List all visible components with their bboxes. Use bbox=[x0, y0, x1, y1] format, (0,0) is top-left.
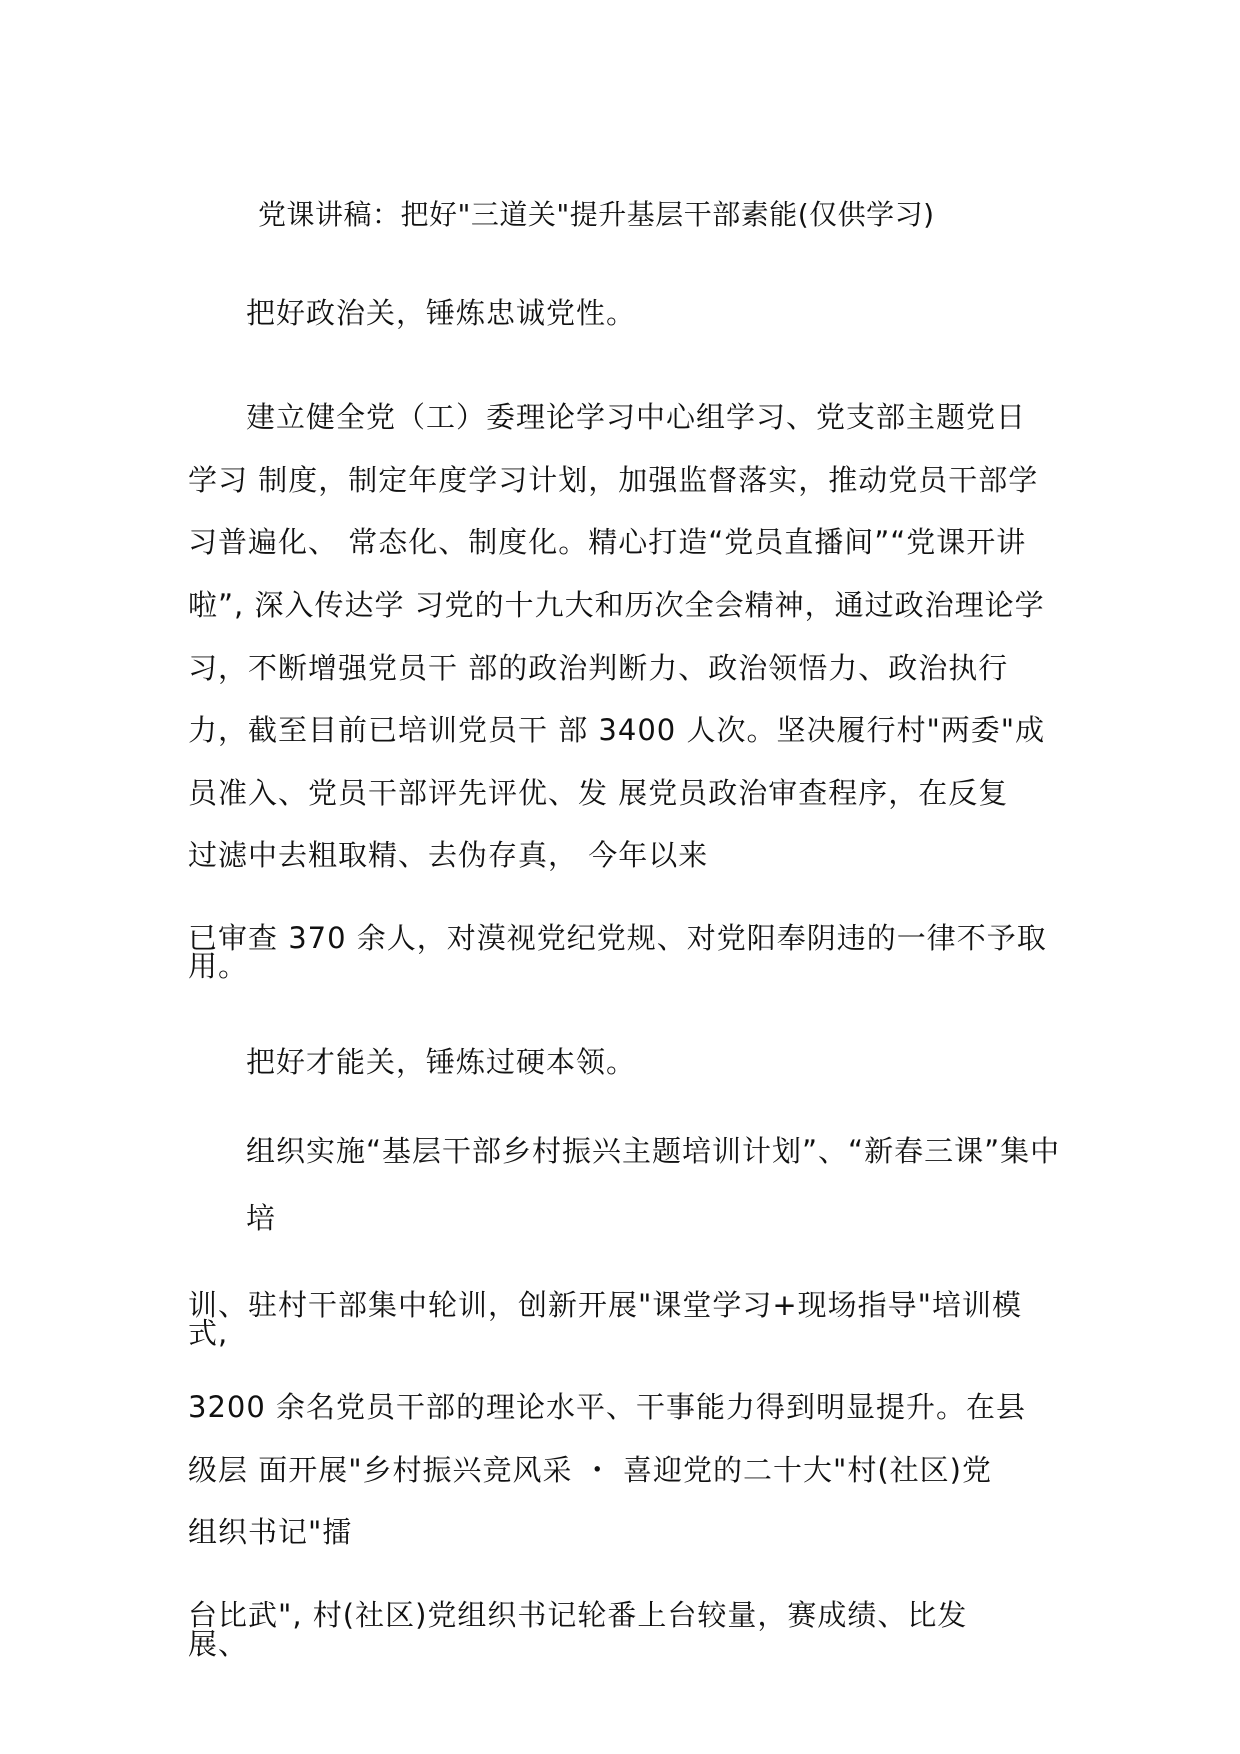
paragraph-line: 3200 余名党员干部的理论水平、干事能力得到明显提升。在县 bbox=[188, 1390, 1027, 1424]
paragraph-line: 式, bbox=[188, 1316, 229, 1350]
section-heading-political: 把好政治关，锤炼忠诚党性。 bbox=[246, 296, 637, 330]
paragraph-line: 已审查 370 余人，对漠视党纪党规、对党阳奉阴违的一律不予取 bbox=[188, 921, 1047, 955]
paragraph-line: 级层 面开展"乡村振兴竞风采 ・ 喜迎党的二十大"村(社区)党 bbox=[188, 1453, 992, 1487]
paragraph-line: 力，截至目前已培训党员干 部 3400 人次。坚决履行村"两委"成 bbox=[188, 713, 1046, 747]
paragraph-line: 展、 bbox=[188, 1627, 249, 1661]
paragraph-line: 建立健全党（工）委理论学习中心组学习、党支部主题党日 bbox=[246, 400, 1027, 434]
section-heading-ability: 把好才能关，锤炼过硬本领。 bbox=[246, 1045, 637, 1079]
paragraph-line: 啦”, 深入传达学 习党的十九大和历次全会精神，通过政治理论学 bbox=[188, 588, 1045, 622]
paragraph-line: 训、驻村干部集中轮训，创新开展"课堂学习+现场指导"培训模 bbox=[188, 1288, 1022, 1322]
paragraph-line: 过滤中去粗取精、去伪存真， 今年以来 bbox=[188, 838, 709, 872]
paragraph-line: 台比武", 村(社区)党组织书记轮番上台较量，赛成绩、比发 bbox=[188, 1598, 968, 1632]
paragraph-line: 习普遍化、 常态化、制度化。精心打造“党员直播间”“党课开讲 bbox=[188, 525, 1027, 559]
document-title: 党课讲稿：把好"三道关"提升基层干部素能(仅供学习) bbox=[258, 198, 935, 231]
paragraph-line: 组织实施“基层干部乡村振兴主题培训计划”、“新春三课”集中 bbox=[246, 1134, 1061, 1168]
paragraph-line: 用。 bbox=[188, 949, 249, 983]
paragraph-line: 培 bbox=[246, 1201, 277, 1235]
paragraph-line: 习，不断增强党员干 部的政治判断力、政治领悟力、政治执行 bbox=[188, 651, 1009, 685]
paragraph-line: 员准入、党员干部评先评优、发 展党员政治审查程序，在反复 bbox=[188, 776, 1009, 810]
paragraph-line: 组织书记"擂 bbox=[188, 1515, 353, 1549]
paragraph-line: 学习 制度，制定年度学习计划，加强监督落实，推动党员干部学 bbox=[188, 463, 1039, 497]
